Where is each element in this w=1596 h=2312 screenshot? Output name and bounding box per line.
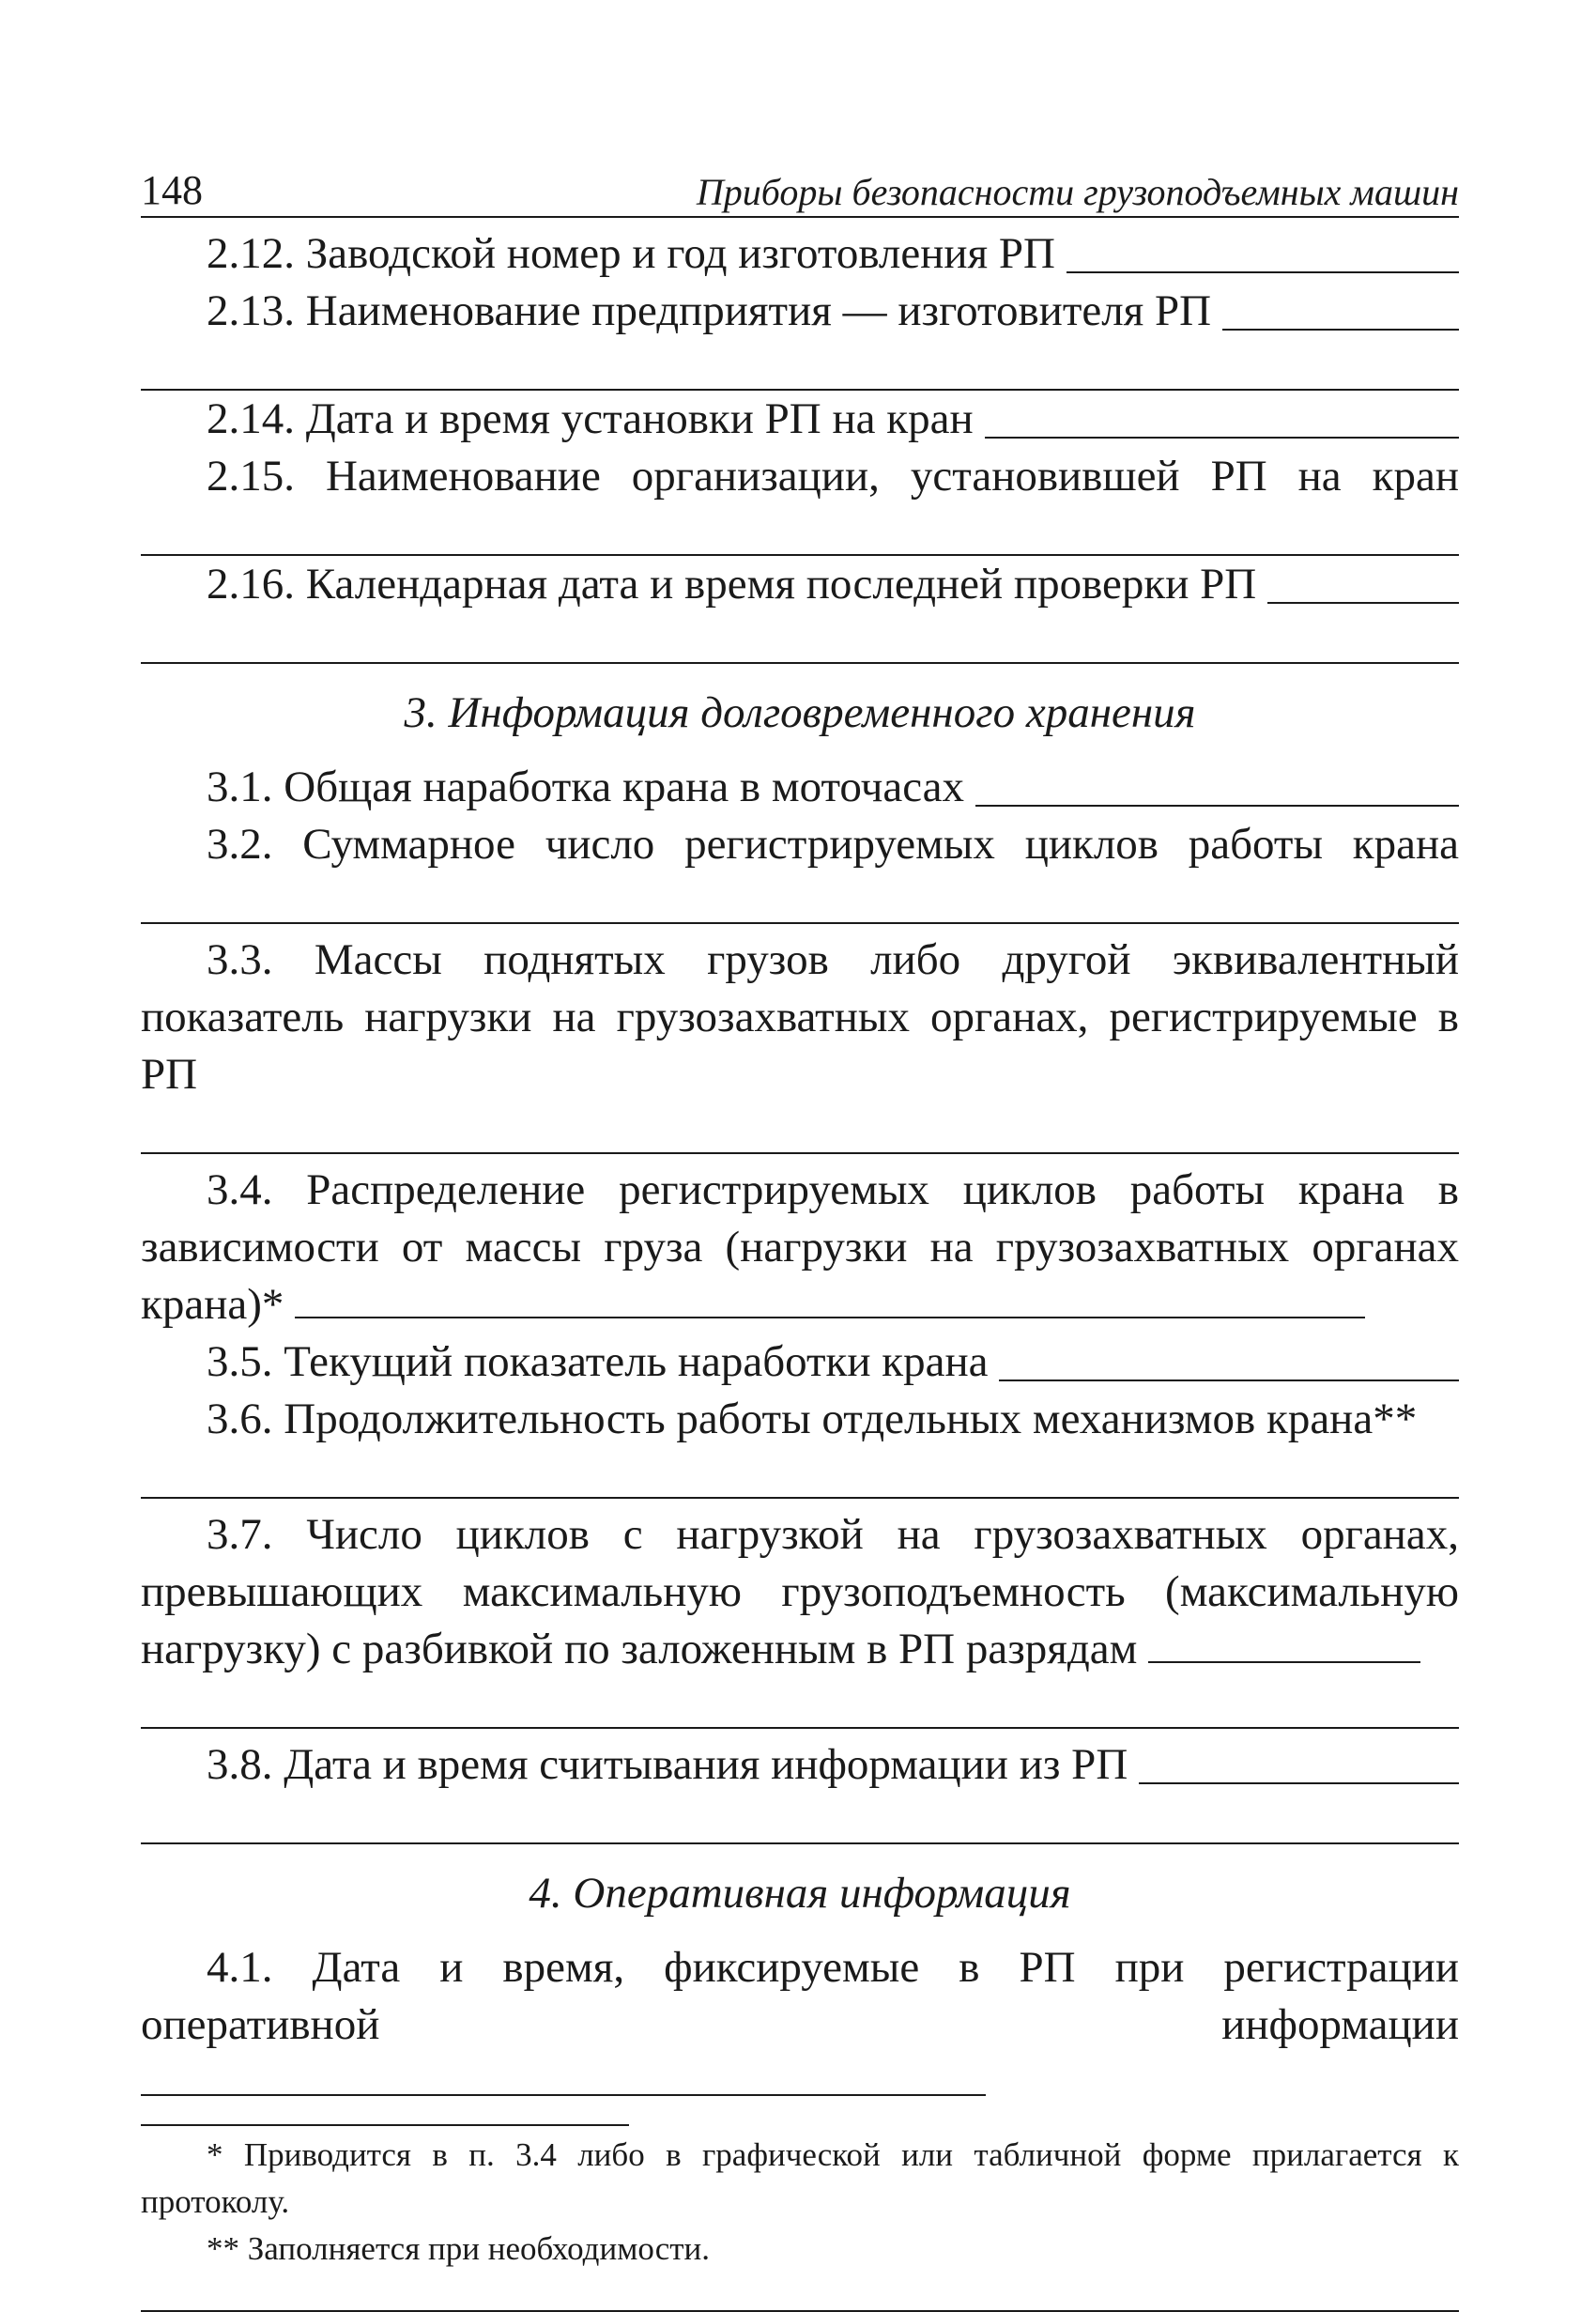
page-number: 148 xyxy=(141,167,203,213)
item-3-8 xyxy=(141,1736,1459,1794)
item-3-7-label: 3.7. Число циклов с нагрузкой на грузозахватных органах, превышающих максимальную грузоподъемность (максимальную нагрузку) с разбивкой по заложенным в РП разрядам xyxy=(141,1510,1459,1673)
item-3-5-label: 3.5. Текущий показатель наработки крана xyxy=(207,1337,989,1386)
blank-line xyxy=(141,873,1459,924)
fill-line xyxy=(1148,1660,1420,1663)
blank-line xyxy=(141,1103,1459,1154)
fill-line xyxy=(999,1379,1459,1381)
item-4-1-label: 4.1. Дата и время, фиксируемые в РП при регистрации оперативной информации xyxy=(141,1943,1459,2049)
item-3-1 xyxy=(141,759,1459,816)
footnote-separator xyxy=(141,2124,629,2126)
running-title: Приборы безопасности грузоподъемных машин xyxy=(696,171,1459,213)
blank-line xyxy=(141,340,1459,391)
fill-line xyxy=(141,2093,986,2096)
item-3-3: 3.3. Массы поднятых грузов либо другой эквивалентный показатель нагрузки на грузозахватных органах, регистрируемые в РП xyxy=(141,935,1459,1099)
item-3-6: 3.6. Продолжительность работы отдельных механизмов крана** xyxy=(207,1395,1418,1443)
fill-line xyxy=(295,1316,1365,1318)
blank-line xyxy=(141,1448,1459,1499)
page-header xyxy=(141,150,1459,218)
blank-line xyxy=(141,1678,1459,1729)
item-2-14-label: 2.14. Дата и время установки РП на кран xyxy=(207,394,974,443)
item-3-4 xyxy=(141,1162,1459,1333)
item-3-1-label: 3.1. Общая наработка крана в моточасах xyxy=(207,763,964,811)
item-2-14 xyxy=(141,391,1459,448)
item-2-16 xyxy=(141,556,1459,613)
item-3-7 xyxy=(141,1506,1459,1678)
item-3-5 xyxy=(141,1333,1459,1391)
fill-line xyxy=(1267,601,1459,604)
blank-line xyxy=(141,505,1459,556)
item-2-16-label: 2.16. Календарная дата и время последней проверки РП xyxy=(207,560,1257,609)
blank-line xyxy=(141,1794,1459,1844)
footnote-1: * Приводится в п. 3.4 либо в графической или табличной форме прилагается к протоколу. xyxy=(141,2136,1459,2220)
item-4-1 xyxy=(141,1939,1459,2111)
item-2-15: 2.15. Наименование организации, установившей РП на кран xyxy=(207,452,1459,501)
footnote-2: ** Заполняется при необходимости. xyxy=(207,2230,711,2267)
item-2-13-label: 2.13. Наименование предприятия — изготовителя РП xyxy=(207,286,1212,335)
section-4-heading: 4. Оперативная информация xyxy=(529,1869,1071,1918)
page xyxy=(141,150,1459,2312)
item-2-12-label: 2.12. Заводской номер и год изготовления РП xyxy=(207,229,1055,278)
fill-line xyxy=(1067,270,1459,273)
fill-line xyxy=(985,436,1459,439)
fill-line xyxy=(1139,1781,1459,1784)
section-3-heading: 3. Информация долговременного хранения xyxy=(404,688,1196,737)
item-3-4-label: 3.4. Распределение регистрируемых циклов работы крана в зависимости от массы груза (нагрузки на грузозахватных органах крана)* xyxy=(141,1165,1459,1329)
fill-line xyxy=(975,804,1459,807)
item-3-8-label: 3.8. Дата и время считывания информации из РП xyxy=(207,1740,1128,1789)
item-2-13 xyxy=(141,283,1459,340)
fill-line xyxy=(1222,328,1459,331)
item-3-2: 3.2. Суммарное число регистрируемых циклов работы крана xyxy=(207,820,1459,869)
blank-line xyxy=(141,613,1459,664)
item-2-12 xyxy=(141,225,1459,283)
